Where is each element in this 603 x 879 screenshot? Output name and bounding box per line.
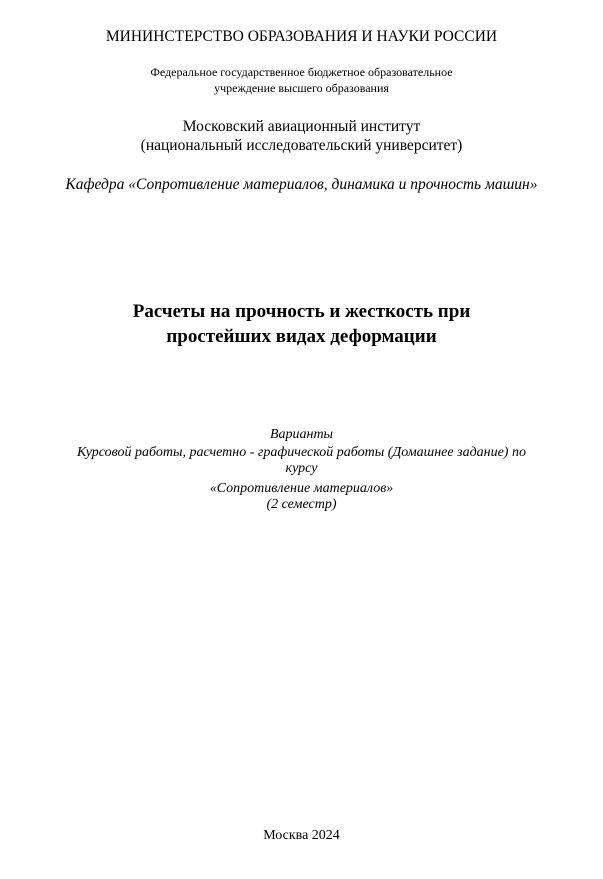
institute-status: (национальный исследовательский университет) — [140, 137, 463, 154]
ministry-name: МИНИНСТЕРСТВО ОБРАЗОВАНИЯ И НАУКИ РОССИИ — [105, 28, 498, 45]
subtitle-line-2: Курсовой работы, расчетно - графической работы (Домашнее задание) по — [77, 445, 526, 460]
city-year: Москва 2024 — [263, 828, 340, 843]
course-name: «Сопротивление материалов» — [209, 481, 394, 496]
document-title-line-2: простейших видах деформации — [166, 326, 437, 347]
institution-type-line-1: Федеральное государственное бюджетное образовательное — [150, 65, 453, 79]
subtitle-line-3: курсу — [285, 461, 318, 476]
institution-type-line-2: учреждение высшего образования — [214, 81, 389, 95]
department-name: Кафедра «Сопротивление материалов, динамика и прочность машин» — [65, 176, 538, 193]
semester: (2 семестр) — [266, 497, 337, 512]
document-title-line-1: Расчеты на прочность и жесткость при — [132, 301, 471, 322]
institute-name: Московский авиационный институт — [182, 118, 421, 135]
subtitle-line-1: Варианты — [269, 427, 334, 442]
